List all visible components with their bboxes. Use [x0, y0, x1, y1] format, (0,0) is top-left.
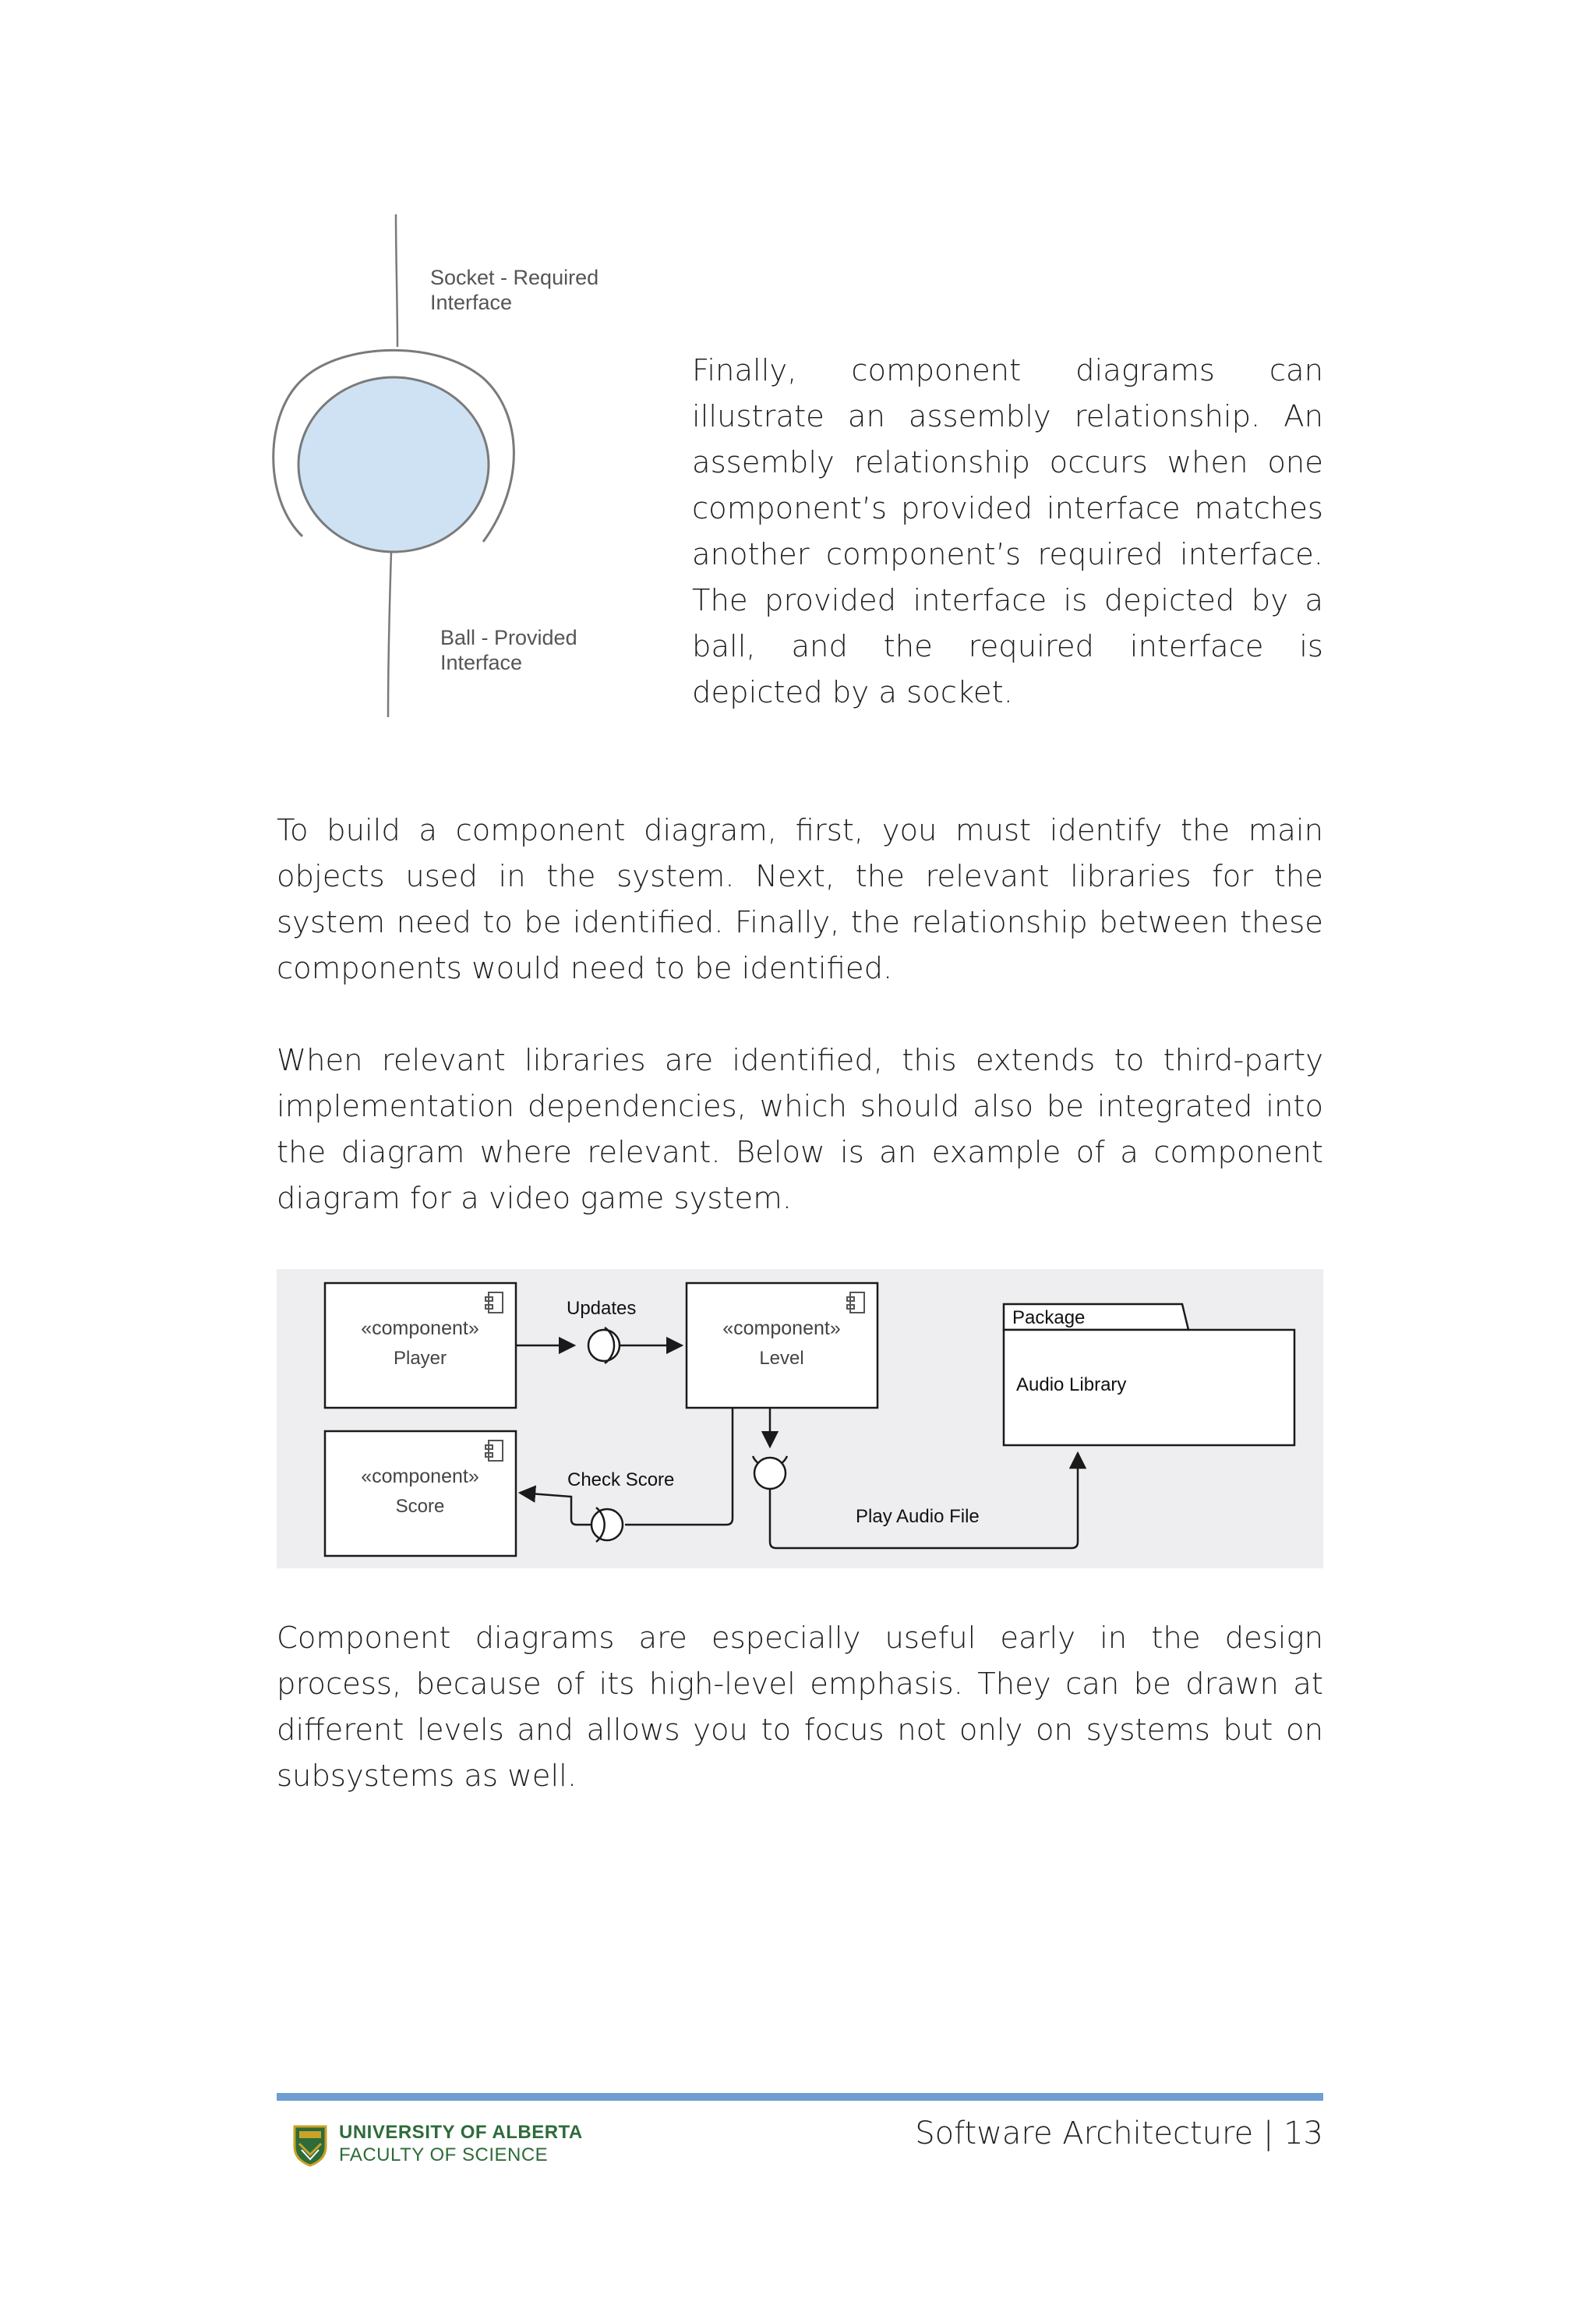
paragraph-build-steps: To build a component diagram, first, you must identify the main objects used in the system. Next, the relevant libraries for the system need to be identified. Finally, the relationship between these components would need to be identified.	[277, 813, 1323, 986]
footer-rule	[277, 2093, 1323, 2101]
updates-label: Updates	[567, 1298, 637, 1319]
score-name: Score	[395, 1496, 445, 1517]
university-logo	[292, 2119, 620, 2173]
package-audio-library	[1004, 1304, 1294, 1445]
package-name: Audio Library	[1016, 1374, 1127, 1395]
ball-line	[388, 552, 391, 717]
paragraph-usefulness: Component diagrams are especially useful early in the design process, because of its high-level emphasis. They can be drawn at different levels and allows you to focus not only on systems but on subsystems as well.	[277, 1621, 1323, 1794]
player-stereotype: «component»	[361, 1317, 479, 1339]
shield-icon	[292, 2123, 328, 2167]
university-name: UNIVERSITY OF ALBERTA	[339, 2122, 583, 2143]
footer-page-label: Software Architecture | 13	[915, 2116, 1323, 2151]
component-level	[687, 1283, 877, 1408]
check-score-label: Check Score	[567, 1469, 675, 1490]
component-score	[325, 1431, 516, 1556]
component-player	[325, 1283, 516, 1408]
connector-check-score	[520, 1408, 733, 1542]
socket-line	[396, 214, 397, 347]
paragraph-assembly: Finally, component diagrams can illustrate an assembly relationship. An assembly relationship occurs when one component’s provided interface matches another component’s required interface. The provided interface is depicted by a ball, and the required interface is depicted by a socket.	[692, 353, 1323, 710]
faculty-name: FACULTY OF SCIENCE	[339, 2144, 549, 2165]
connector-updates	[516, 1298, 682, 1363]
score-stereotype: «component»	[361, 1465, 479, 1487]
play-audio-ball	[754, 1458, 786, 1489]
check-score-ball	[591, 1509, 623, 1540]
component-diagram	[277, 1269, 1323, 1568]
ball-circle	[298, 377, 489, 552]
ball-socket-figure	[257, 210, 647, 725]
component-diagram-figure	[277, 1269, 1323, 1568]
level-stereotype: «component»	[722, 1317, 841, 1339]
ball-label: Ball - Provided Interface	[440, 626, 577, 674]
package-tab-label: Package	[1012, 1307, 1086, 1328]
level-name: Level	[759, 1348, 804, 1369]
paragraph-libraries: When relevant libraries are identified, this extends to third-party implementation dependencies, which should also be integrated into the diagram where relevant. Below is an example of a component diagram for a video game system.	[277, 1043, 1323, 1216]
player-name: Player	[393, 1348, 447, 1369]
play-audio-label: Play Audio File	[856, 1506, 980, 1527]
socket-label: Socket - Required Interface	[430, 266, 599, 314]
